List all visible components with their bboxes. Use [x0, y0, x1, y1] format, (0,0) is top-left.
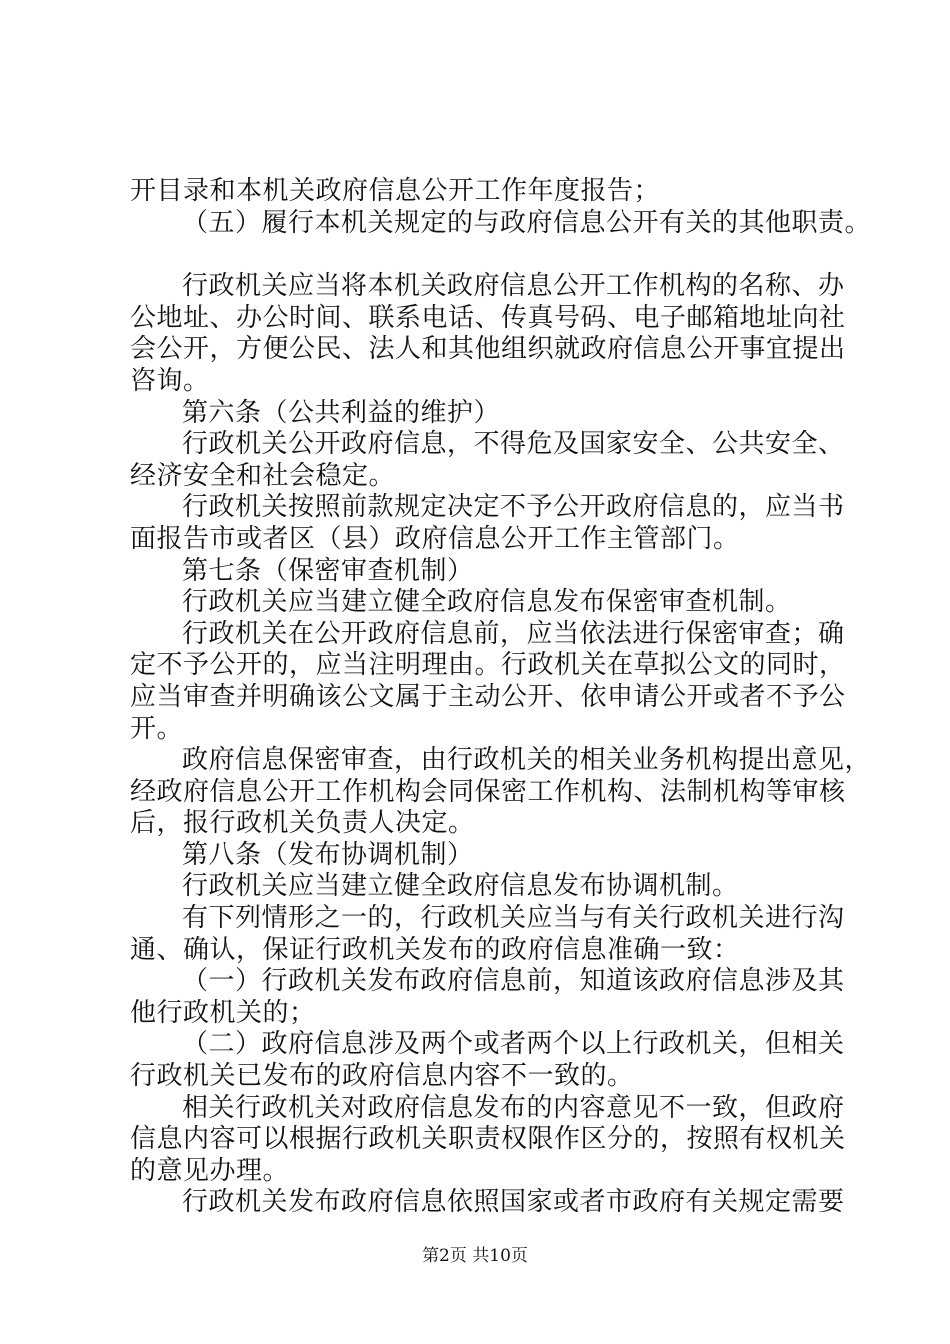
paragraph: [130, 176, 830, 208]
paragraph: [130, 618, 846, 745]
text-line: 开。: [130, 713, 184, 744]
page-footer: 第2页 共10页: [422, 1246, 528, 1266]
text-line: 行政机关按照前款规定决定不予公开政府信息的，应当书: [182, 492, 845, 523]
paragraph: [130, 207, 872, 240]
text-line: 第六条（公共利益的维护）: [182, 397, 501, 428]
paragraph: [130, 587, 830, 619]
text-line: 后，报行政机关负责人决定。: [130, 808, 475, 839]
text-line: （二）政府信息涉及两个或者两个以上行政机关，但相关: [182, 1029, 845, 1060]
paragraph: [130, 840, 830, 872]
text-line: 会公开，方便公民、法人和其他组织就政府信息公开事宜提出: [130, 334, 846, 365]
text-line: 有下列情形之一的，行政机关应当与有关行政机关进行沟: [182, 903, 845, 934]
text-line: 面报告市或者区（县）政府信息公开工作主管部门。: [130, 523, 740, 554]
text-line: （五）履行本机关规定的与政府信息公开有关的其他职责。: [182, 207, 872, 238]
text-line: 行政机关公开政府信息，不得危及国家安全、公共安全、: [182, 429, 845, 460]
text-line: 信息内容可以根据行政机关职责权限作区分的，按照有权机关: [130, 1124, 846, 1155]
text-line: 相关行政机关对政府信息发布的内容意见不一致，但政府: [182, 1092, 845, 1123]
paragraph: [130, 903, 845, 966]
paragraph: [130, 871, 830, 903]
paragraph: [130, 1092, 846, 1188]
text-line: （一）行政机关发布政府信息前，知道该政府信息涉及其: [182, 966, 845, 997]
text-line: 经济安全和社会稳定。: [130, 460, 396, 491]
paragraph-gap: [130, 239, 830, 271]
text-line: 的意见办理。: [130, 1155, 290, 1186]
text-line: 行政机关已发布的政府信息内容不一致的。: [130, 1061, 634, 1092]
text-line: 第七条（保密审查机制）: [182, 555, 474, 586]
paragraph: [130, 1029, 845, 1092]
paragraph: [130, 1187, 845, 1219]
text-line: 行政机关发布政府信息依照国家或者市政府有关规定需要: [182, 1187, 845, 1218]
text-line: 通、确认，保证行政机关发布的政府信息准确一致：: [130, 934, 740, 965]
text-line: 公地址、办公时间、联系电话、传真号码、电子邮箱地址向社: [130, 302, 846, 333]
text-line: 行政机关应当建立健全政府信息发布保密审查机制。: [182, 587, 792, 618]
text-line: 行政机关在公开政府信息前，应当依法进行保密审查；确: [182, 618, 845, 649]
paragraph: [130, 556, 830, 588]
document-body: [130, 176, 872, 1219]
text-line: 第八条（发布协调机制）: [182, 839, 474, 870]
text-line: 开目录和本机关政府信息公开工作年度报告；: [130, 176, 661, 206]
paragraph: [130, 398, 830, 430]
text-line: 行政机关应当将本机关政府信息公开工作机构的名称、办: [182, 271, 845, 302]
paragraph: [130, 745, 872, 840]
text-line: 他行政机关的；: [130, 997, 316, 1028]
paragraph: [130, 429, 845, 492]
paragraph: [130, 271, 846, 397]
text-line: 定不予公开的，应当注明理由。行政机关在草拟公文的同时，: [130, 650, 846, 681]
text-line: 经政府信息公开工作机构会同保密工作机构、法制机构等审核: [130, 776, 846, 807]
paragraph: [130, 966, 845, 1029]
text-line: 政府信息保密审查，由行政机关的相关业务机构提出意见，: [182, 745, 872, 776]
text-line: 咨询。: [130, 365, 210, 396]
text-line: 应当审查并明确该公文属于主动公开、依申请公开或者不予公: [130, 681, 846, 712]
text-line: 行政机关应当建立健全政府信息发布协调机制。: [182, 871, 739, 902]
paragraph: [130, 492, 845, 555]
